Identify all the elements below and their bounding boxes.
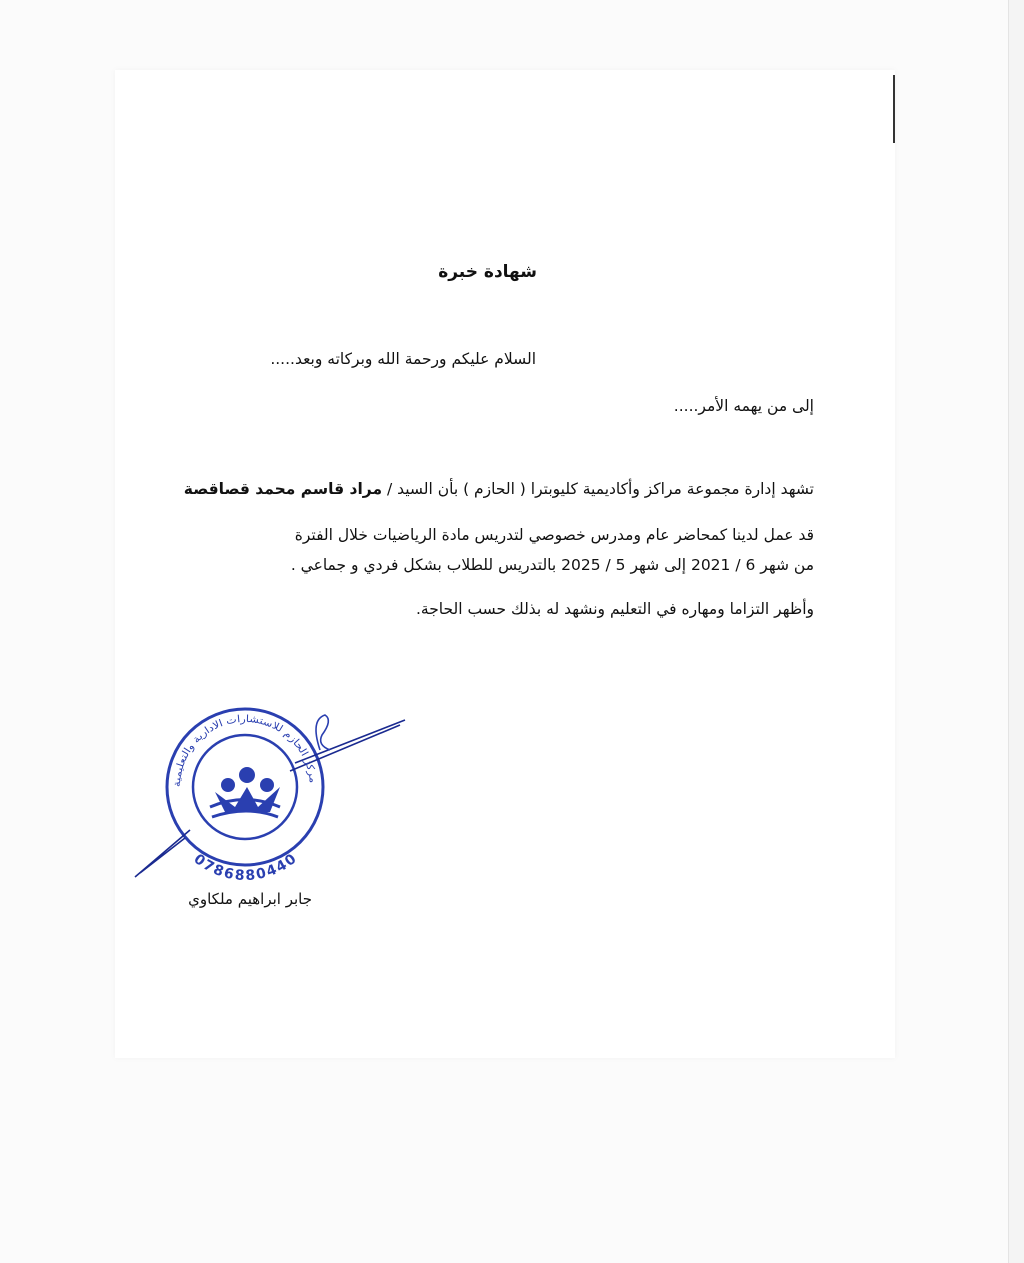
page-edge-line: [893, 75, 895, 143]
paragraph-line-4: وأظهر التزاما ومهاره في التعليم ونشهد له بذلك حسب الحاجة.: [415, 600, 814, 618]
line1-prefix: تشهد إدارة مجموعة مراكز وأكاديمية كليوبترا ( الحازم ) بأن السيد /: [382, 480, 814, 498]
person-name: مراد قاسم محمد قصاقصة: [183, 480, 383, 498]
paragraph-line-1: [184, 480, 814, 498]
paragraph-line-3: من شهر 6 / 2021 إلى شهر 5 / 2025 بالتدريس للطلاب بشكل فردي و جماعي .: [290, 556, 814, 574]
addressee: إلى من يهمه الأمر.....: [673, 397, 814, 415]
official-stamp: [130, 705, 420, 889]
page-title: شهادة خبرة: [438, 262, 537, 282]
stamp-phone: 0786880440: [190, 851, 300, 885]
scan-edge: [1008, 0, 1024, 1263]
paragraph-line-2: قد عمل لدينا كمحاضر عام ومدرس خصوصي لتدريس مادة الرياضيات خلال الفترة: [294, 526, 814, 544]
signatory-name: جابر ابراهيم ملكاوي: [188, 890, 312, 908]
stamp-text: مركز الحازم للاستشارات الادارية والتعليمية: [171, 713, 318, 788]
greeting: السلام عليكم ورحمة الله وبركاته وبعد.....: [270, 350, 536, 368]
